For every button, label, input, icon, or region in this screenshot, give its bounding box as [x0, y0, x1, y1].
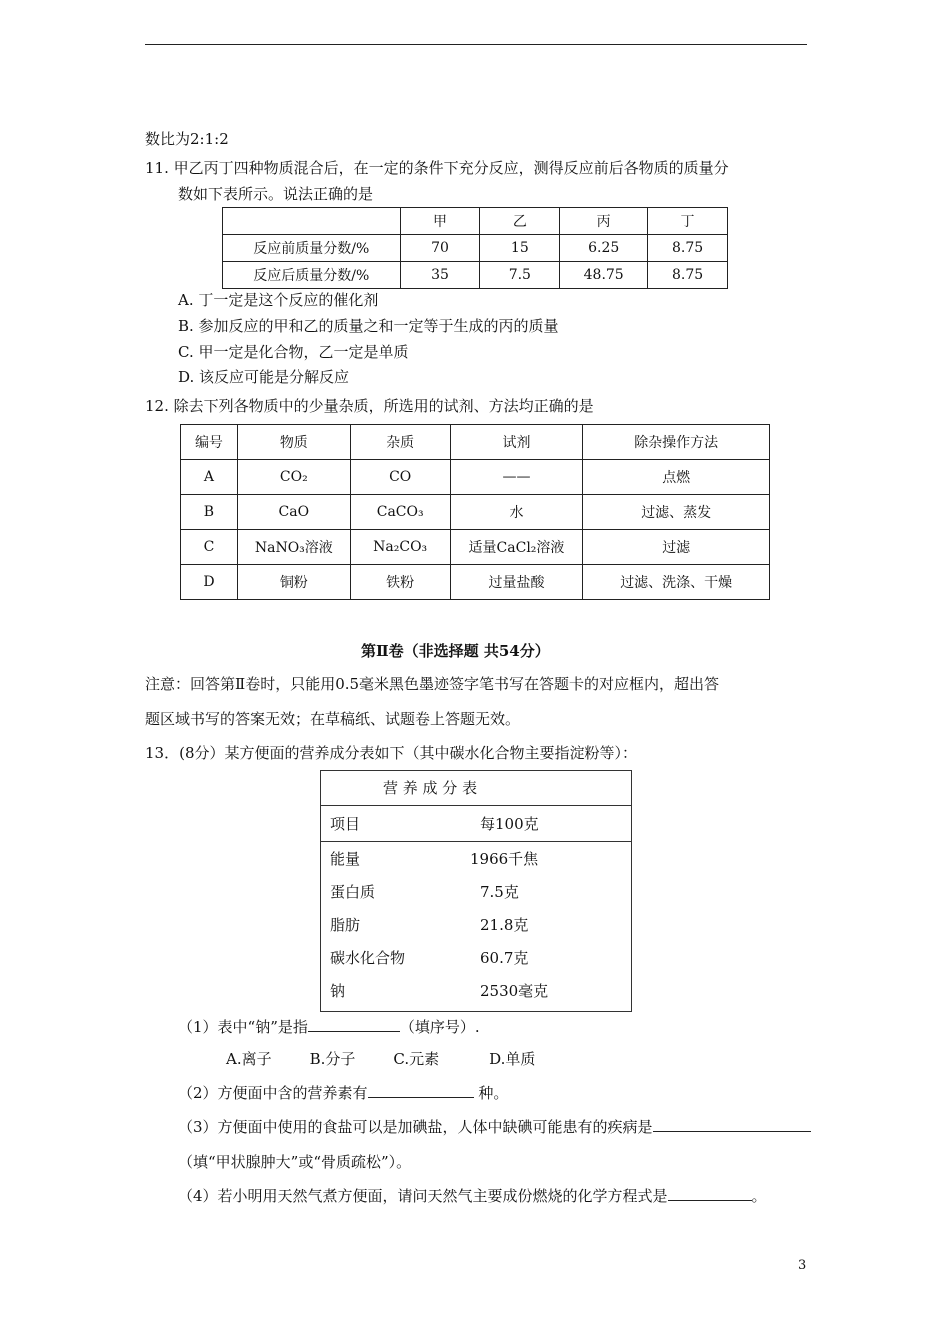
q12-cell: 铁粉: [350, 565, 450, 600]
q12-header-cell: 编号: [181, 425, 238, 460]
q12-cell: 过量盐酸: [450, 565, 583, 600]
q12-cell: 点燃: [583, 460, 770, 495]
answer-blank-4[interactable]: [668, 1186, 752, 1201]
q13-option: B.分子: [309, 1050, 356, 1068]
q12-header-cell: 物质: [237, 425, 350, 460]
q12-cell: Na₂CO₃: [350, 530, 450, 565]
table-row: [181, 460, 770, 495]
q13-stem: 13．(8分）某方便面的营养成分表如下（其中碳水化合物主要指淀粉等）：: [145, 744, 637, 762]
nutrition-item: 碳水化合物: [330, 949, 406, 967]
nutrition-value: 7.5克: [480, 883, 519, 901]
q12-header-cell: 杂质: [350, 425, 450, 460]
q13-sub3-hint: （填“甲状腺肿大”或“骨质疏松”）。: [178, 1153, 412, 1171]
q11-option-b: B. 参加反应的甲和乙的质量之和一定等于生成的丙的质量: [178, 317, 559, 335]
q12-cell: 适量CaCl₂溶液: [450, 530, 583, 565]
header-rule: [145, 44, 807, 45]
table-row: [181, 530, 770, 565]
nutrition-value: 1966千焦: [470, 850, 539, 868]
q13-sub1-tail: （填序号）.: [399, 1018, 480, 1036]
q12-header-cell: 试剂: [450, 425, 583, 460]
q11-cell: 70: [400, 235, 480, 262]
q13-sub1: [178, 1016, 480, 1037]
q13-sub2: [178, 1082, 508, 1103]
q12-cell: A: [181, 460, 238, 495]
q12-cell: 过滤、洗涤、干燥: [583, 565, 770, 600]
q11-cell: 8.75: [648, 262, 728, 289]
q11-cell: 15: [480, 235, 560, 262]
q13-sub2-tail: 种。: [473, 1084, 509, 1102]
q12-cell: CO₂: [237, 460, 350, 495]
q12-cell: CO: [350, 460, 450, 495]
q11-header-cell: 乙: [480, 208, 560, 235]
nutrition-item: 能量: [330, 850, 361, 868]
q13-sub4: [178, 1185, 767, 1206]
page-number: 3: [798, 1258, 807, 1273]
q11-cell: 反应后质量分数/%: [223, 262, 401, 289]
q12-cell: 过滤: [583, 530, 770, 565]
q11-option-a: A. 丁一定是这个反应的催化剂: [178, 291, 379, 309]
q12-cell: CaO: [237, 495, 350, 530]
nutrition-value: 21.8克: [480, 916, 529, 934]
q11-option-c: C. 甲一定是化合物，乙一定是单质: [178, 343, 409, 361]
q13-sub3-text: （3）方便面中使用的食盐可以是加碘盐，人体中缺碘可能患有的疾病是: [178, 1118, 653, 1136]
q12-table: [180, 424, 770, 600]
q13-sub2-text: （2）方便面中含的营养素有: [178, 1084, 368, 1102]
q13-option: A.离子: [226, 1050, 272, 1068]
previous-question-tail: 数比为2:1:2: [145, 130, 229, 148]
nutrition-item: 钠: [330, 982, 346, 1000]
q12-header-cell: 除杂操作方法: [583, 425, 770, 460]
section-title: 第Ⅱ卷（非选择题 共54分）: [361, 642, 550, 660]
notice-line1: 注意：回答第Ⅱ卷时，只能用0.5毫米黑色墨迹签字笔书写在答题卡的对应框内，超出答: [145, 675, 720, 693]
q12-cell: NaNO₃溶液: [237, 530, 350, 565]
nutrition-header-value: 每100克: [480, 815, 539, 833]
nutrition-title: 营 养 成 分 表: [383, 779, 478, 797]
q11-stem-line1: 11. 甲乙丙丁四种物质混合后，在一定的条件下充分反应，测得反应前后各物质的质量分: [145, 159, 729, 177]
q12-table-header-row: [181, 425, 770, 460]
q11-cell: 反应前质量分数/%: [223, 235, 401, 262]
q11-stem-line2: 数如下表所示。说法正确的是: [178, 185, 374, 203]
q13-option: C.元素: [393, 1050, 440, 1068]
nutrition-item: 脂肪: [330, 916, 361, 934]
nutrition-value: 60.7克: [480, 949, 529, 967]
q11-cell: 35: [400, 262, 480, 289]
q12-cell: ——: [450, 460, 583, 495]
nutrition-header-item: 项目: [330, 815, 361, 833]
q12-cell: C: [181, 530, 238, 565]
table-row: [223, 235, 728, 262]
q11-header-cell: 丁: [648, 208, 728, 235]
q11-table: [222, 207, 728, 289]
q12-cell: 过滤、蒸发: [583, 495, 770, 530]
notice-line2: 题区域书写的答案无效；在草稿纸、试题卷上答题无效。: [145, 710, 521, 728]
nutrition-item: 蛋白质: [330, 883, 376, 901]
table-row: [181, 565, 770, 600]
q13-sub4-tail: 。: [751, 1187, 767, 1205]
q11-cell: 48.75: [560, 262, 648, 289]
q11-header-cell: 丙: [560, 208, 648, 235]
q11-header-cell: 甲: [400, 208, 480, 235]
q13-sub4-text: （4）若小明用天然气煮方便面，请问天然气主要成份燃烧的化学方程式是: [178, 1187, 668, 1205]
q12-cell: CaCO₃: [350, 495, 450, 530]
q11-cell: 8.75: [648, 235, 728, 262]
nutrition-table: [320, 770, 632, 1012]
q12-stem: 12. 除去下列各物质中的少量杂质，所选用的试剂、方法均正确的是: [145, 397, 594, 415]
q13-option: D.单质: [489, 1050, 536, 1068]
q13-sub1-options: [226, 1048, 535, 1069]
answer-blank-3[interactable]: [653, 1117, 811, 1132]
nutrition-divider: [321, 841, 631, 842]
q11-header-cell: [223, 208, 401, 235]
q12-cell: 水: [450, 495, 583, 530]
q11-cell: 7.5: [480, 262, 560, 289]
q12-cell: 铜粉: [237, 565, 350, 600]
q13-sub3: [178, 1116, 811, 1137]
nutrition-value: 2530毫克: [480, 982, 549, 1000]
table-row: [223, 262, 728, 289]
table-row: [181, 495, 770, 530]
answer-blank-1[interactable]: [308, 1017, 400, 1032]
answer-blank-2[interactable]: [368, 1083, 474, 1098]
q11-table-header-row: [223, 208, 728, 235]
q12-cell: B: [181, 495, 238, 530]
q12-cell: D: [181, 565, 238, 600]
nutrition-divider: [321, 805, 631, 806]
q11-option-d: D. 该反应可能是分解反应: [178, 368, 350, 386]
q13-sub1-text: （1）表中“钠”是指: [178, 1018, 308, 1036]
q11-cell: 6.25: [560, 235, 648, 262]
